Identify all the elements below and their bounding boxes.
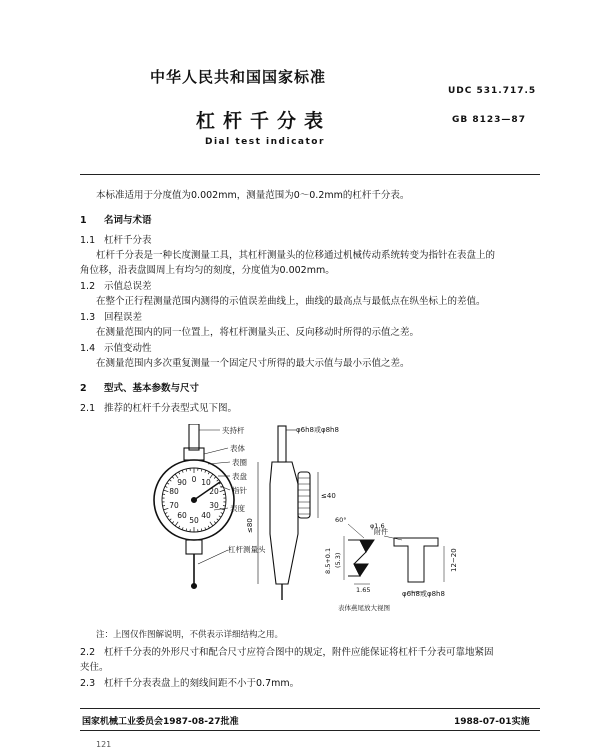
section1-number: 1 bbox=[80, 215, 87, 226]
item-text: 推荐的杠杆千分表型式见下图。 bbox=[104, 403, 238, 414]
footer-implement: 1988-07-01实施 bbox=[454, 717, 530, 727]
label-bezel: 表圈 bbox=[232, 458, 247, 467]
side-view-labels bbox=[246, 425, 339, 533]
dial-tick bbox=[201, 529, 202, 531]
section2-heading bbox=[80, 380, 199, 394]
section1-heading bbox=[80, 212, 152, 226]
page-number: 121 bbox=[96, 740, 112, 749]
term-1-3 bbox=[80, 310, 142, 325]
side-knob-shape bbox=[298, 472, 310, 518]
term-name: 回程误差 bbox=[104, 312, 143, 323]
item-number: 2.1 bbox=[80, 403, 96, 414]
item-2-2-line2: 夹住。 bbox=[80, 662, 109, 673]
label-dim-80: ≤80 bbox=[246, 518, 254, 533]
national-standard-heading: 中华人民共和国国家标准 bbox=[150, 68, 327, 86]
label-d-53: (5.3) bbox=[334, 552, 342, 568]
english-title: Dial test indicator bbox=[205, 137, 325, 147]
def-1-2: 在整个正行程测量范围内测得的示值误差曲线上，曲线的最高点与最低点在纵坐标上的差值。 bbox=[96, 296, 486, 307]
udc-code: UDC 531.717.5 bbox=[448, 86, 537, 96]
dial-number: 70 bbox=[169, 501, 179, 510]
body-lower-shape bbox=[186, 540, 202, 554]
intro-paragraph: 本标准适用于分度值为0.002mm，测量范围为0～0.2mm的杠杆千分表。 bbox=[96, 190, 410, 201]
term-name: 示值变动性 bbox=[104, 343, 152, 354]
indicator-figure bbox=[148, 424, 548, 620]
dial-tick bbox=[221, 513, 223, 514]
dial-tick bbox=[169, 519, 171, 521]
dial-tick bbox=[201, 469, 202, 471]
dial-tick bbox=[182, 527, 183, 529]
label-d-12-20: 12~20 bbox=[450, 548, 458, 572]
dial-tick bbox=[169, 480, 171, 482]
gb-code: GB 8123—87 bbox=[452, 115, 526, 125]
dial-tick bbox=[167, 516, 169, 517]
footer-rule-top bbox=[80, 708, 540, 709]
header-rule bbox=[80, 174, 540, 175]
dial-number: 20 bbox=[209, 487, 219, 496]
label-body: 表体 bbox=[230, 444, 245, 453]
dial-tick bbox=[179, 526, 180, 528]
document-title: 杠杆千分表 bbox=[196, 110, 332, 132]
dial-tick bbox=[214, 522, 216, 524]
dial-number: 40 bbox=[201, 511, 211, 520]
term-1-4 bbox=[80, 341, 152, 356]
dial-number: 60 bbox=[177, 511, 187, 520]
item-2-3 bbox=[80, 676, 299, 691]
figure-note: 注：上图仅作图解说明，不供表示详细结构之用。 bbox=[96, 630, 284, 640]
term-number: 1.3 bbox=[80, 312, 96, 323]
term-name: 示值总误差 bbox=[104, 281, 152, 292]
dial-tick bbox=[205, 470, 206, 472]
footer-issuer: 国家机械工业委员会1987-08-27批准 bbox=[82, 717, 239, 727]
dial-tick bbox=[165, 486, 167, 487]
dial-tick bbox=[208, 526, 209, 528]
term-name: 杠杆千分表 bbox=[104, 235, 152, 246]
dial-tick bbox=[205, 527, 206, 529]
term-number: 1.4 bbox=[80, 343, 96, 354]
label-dial: 表盘 bbox=[232, 472, 247, 481]
side-rod-shape bbox=[278, 426, 286, 462]
item-2-2-line1 bbox=[80, 645, 494, 660]
dial-tick bbox=[217, 519, 219, 521]
dial-tick bbox=[219, 516, 221, 517]
mount-rod-shape bbox=[189, 424, 199, 450]
dial-number: 90 bbox=[177, 478, 187, 487]
def-1-4: 在测量范围内多次重复测量一个固定尺寸所得的最大示值与最小示值之差。 bbox=[96, 358, 410, 369]
label-dim-40: ≤40 bbox=[321, 492, 336, 500]
term-number: 1.1 bbox=[80, 235, 96, 246]
item-2-1 bbox=[80, 401, 237, 416]
dial-tick bbox=[182, 470, 183, 472]
label-d-165: 1.65 bbox=[356, 586, 371, 594]
callout-leaders bbox=[198, 430, 230, 564]
item-text: 杠杆千分表表盘上的刻线间距不小于0.7mm。 bbox=[104, 678, 300, 689]
dial-tick bbox=[210, 522, 213, 526]
label-dia-top: φ6h8或φ8h8 bbox=[296, 426, 339, 434]
label-stylus: 杠杆测量头 bbox=[228, 545, 266, 554]
side-body-shape bbox=[270, 462, 298, 584]
dial-tick bbox=[164, 508, 169, 510]
section2-number: 2 bbox=[80, 383, 87, 394]
section1-title: 名词与术语 bbox=[104, 215, 152, 226]
dovetail-notch-bottom bbox=[354, 564, 368, 576]
dial-tick bbox=[186, 529, 187, 531]
item-text: 杠杆千分表的外形尺寸和配合尺寸应符合图中的规定，附件应能保证将杠杆千分表可靠地紧固 bbox=[104, 647, 494, 658]
dial-tick bbox=[165, 513, 167, 514]
accessory-shape bbox=[394, 538, 438, 582]
dial-tick bbox=[172, 522, 174, 524]
section2-title: 型式、基本参数与尺寸 bbox=[104, 383, 200, 394]
accessory-view bbox=[384, 536, 444, 592]
dovetail-view bbox=[344, 524, 374, 584]
dial-number: 80 bbox=[169, 487, 179, 496]
dial-tick bbox=[175, 522, 178, 526]
label-pointer: 指针 bbox=[232, 486, 247, 495]
item-number: 2.2 bbox=[80, 647, 96, 658]
label-mount-rod: 夹持杆 bbox=[222, 426, 245, 435]
dial-number: 30 bbox=[209, 501, 219, 510]
side-view bbox=[258, 426, 318, 600]
dial-tick bbox=[167, 483, 169, 484]
dovetail-notch-top bbox=[360, 540, 374, 552]
label-dia-right: φ6h8或φ8h8 bbox=[402, 590, 445, 598]
dial-number: 0 bbox=[191, 475, 197, 484]
dovetail-caption: 表体燕尾放大视图 bbox=[338, 604, 390, 612]
front-view bbox=[154, 424, 234, 589]
dial-tick bbox=[186, 469, 187, 471]
def-1-1-line2: 角位移，沿表盘圆周上有均匀的刻度，分度值为0.002mm。 bbox=[80, 265, 335, 276]
label-angle: 60° bbox=[335, 516, 347, 524]
knurl-lines bbox=[298, 478, 310, 514]
term-number: 1.2 bbox=[80, 281, 96, 292]
label-d-85: 8.5+0.1 bbox=[324, 547, 332, 574]
dial-tick bbox=[217, 480, 219, 482]
dial-tick bbox=[164, 490, 169, 492]
dial-tick bbox=[220, 490, 225, 492]
dial-number: 50 bbox=[189, 516, 199, 525]
label-accessory: 附件 bbox=[374, 528, 388, 536]
item-number: 2.3 bbox=[80, 678, 96, 689]
stylus-tip-shape bbox=[192, 584, 197, 589]
footer-rule-bottom bbox=[80, 730, 540, 731]
def-1-1-line1: 杠杆千分表是一种长度测量工具，其杠杆测量头的位移通过机械传动系统转变为指针在表盘上的 bbox=[96, 250, 496, 261]
dial-tick bbox=[208, 472, 209, 474]
dial-tick bbox=[172, 477, 174, 479]
label-scale: 表度 bbox=[230, 504, 245, 513]
term-1-1 bbox=[80, 233, 152, 248]
term-1-2 bbox=[80, 279, 152, 294]
def-1-3: 在测量范围内的同一位置上，将杠杆测量头正、反向移动时所得的示值之差。 bbox=[96, 327, 420, 338]
pointer-hub-shape bbox=[192, 498, 197, 503]
dial-tick bbox=[214, 477, 216, 479]
dial-number: 10 bbox=[201, 478, 211, 487]
dial-tick bbox=[179, 472, 180, 474]
label-d-phi: φ1.6 bbox=[370, 522, 385, 530]
